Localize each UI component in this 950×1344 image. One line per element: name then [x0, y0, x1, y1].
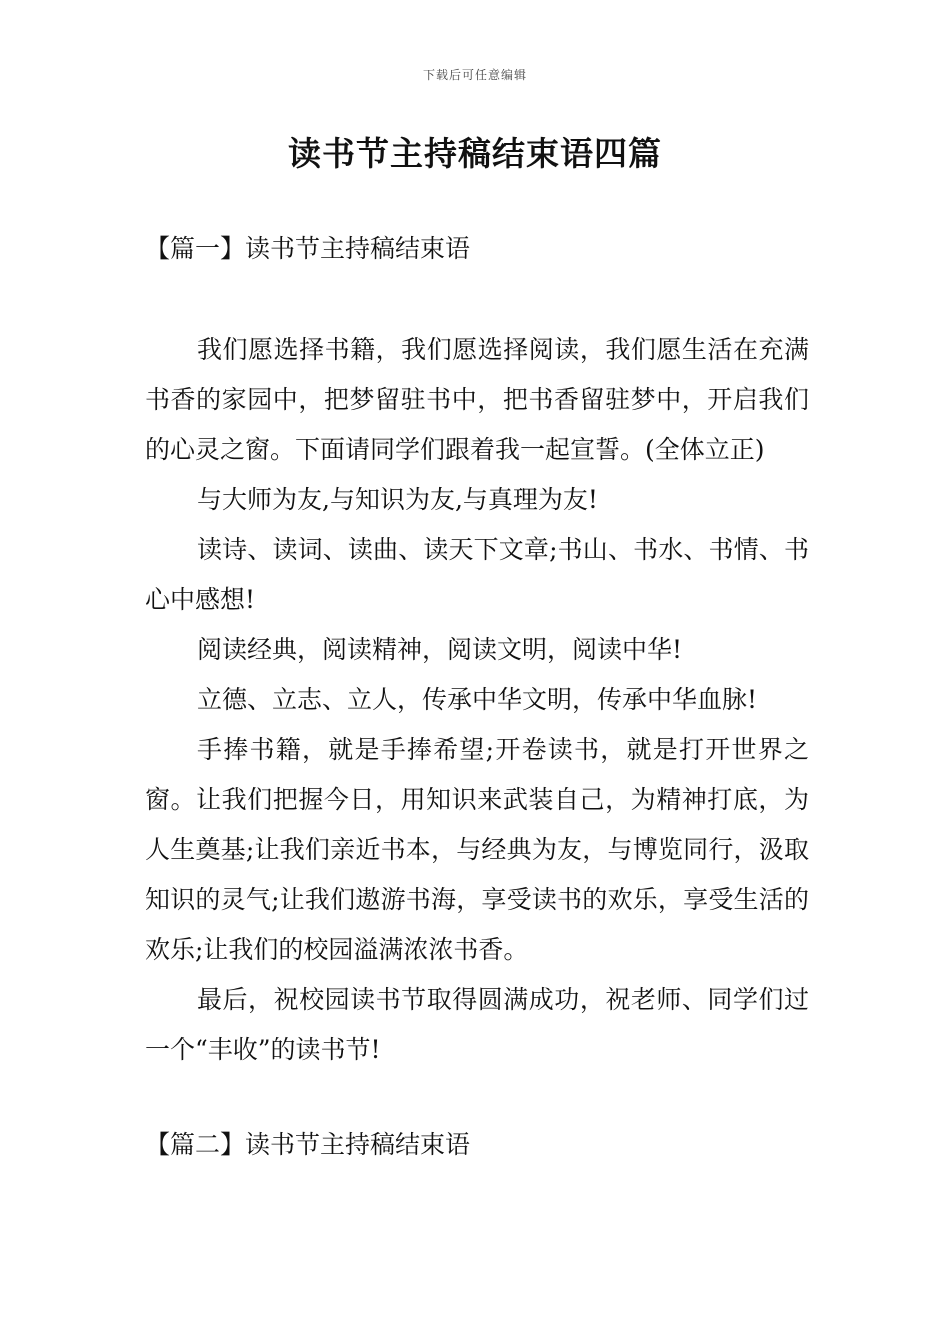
paragraph: 最后，祝校园读书节取得圆满成功，祝老师、同学们过一个“丰收”的读书节! — [145, 985, 809, 1064]
section-heading-2: 【篇二】读书节主持稿结束语 — [145, 1130, 471, 1159]
section-1-body — [145, 325, 809, 1075]
paragraph: 手捧书籍，就是手捧希望;开卷读书，就是打开世界之窗。让我们把握今日，用知识来武装自己，为精神打底，为人生奠基;让我们亲近书本，与经典为友，与博览同行，汲取知识的灵气;让我们遨游书海，享受读书的欢乐，享受生活的欢乐;让我们的校园溢满浓浓书香。 — [145, 735, 809, 964]
paragraph: 阅读经典，阅读精神，阅读文明，阅读中华! — [197, 635, 683, 664]
page-title: 读书节主持稿结束语四篇 — [288, 134, 662, 173]
paragraph: 立德、立志、立人，传承中华文明，传承中华血脉! — [197, 685, 758, 714]
paragraph: 我们愿选择书籍，我们愿选择阅读，我们愿生活在充满书香的家园中，把梦留驻书中，把书香留驻梦中，开启我们的心灵之窗。下面请同学们跟着我一起宣誓。(全体立正) — [145, 335, 809, 464]
paragraph: 与大师为友,与知识为友,与真理为友! — [197, 485, 598, 514]
header-note: 下载后可任意编辑 — [422, 68, 527, 82]
paragraph: 读诗、读词、读曲、读天下文章;书山、书水、书情、书心中感想! — [145, 535, 809, 614]
section-heading-1: 【篇一】读书节主持稿结束语 — [145, 234, 471, 263]
